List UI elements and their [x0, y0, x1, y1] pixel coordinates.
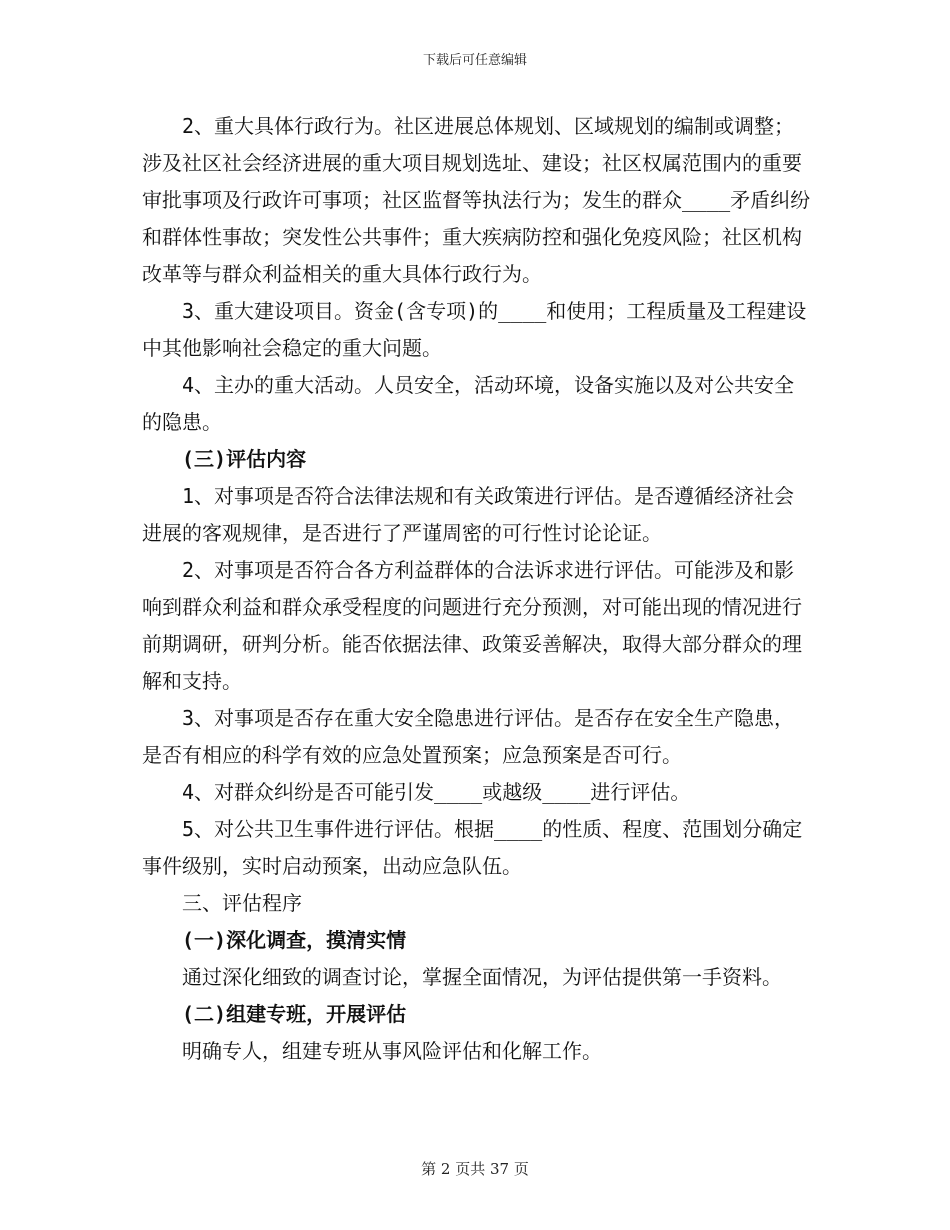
document-body: [142, 108, 812, 1070]
heading-procedure-step-2: (二)组建专班，开展评估: [182, 1002, 407, 1026]
page-footer: 第 2 页共 37 页: [421, 1160, 529, 1178]
paragraph-content-item-2: 2、对事项是否符合各方利益群体的合法诉求进行评估。可能涉及和影响到群众利益和群众承受程度的问题进行充分预测，对可能出现的情况进行前期调研，研判分析。能否依据法律、政策妥善解决，取得大部分群众的理解和支持。: [142, 558, 802, 693]
paragraph-major-admin-acts: 2、重大具体行政行为。社区进展总体规划、区域规划的编制或调整；涉及社区社会经济进展的重大项目规划选址、建设；社区权属范围内的重要审批事项及行政许可事项；社区监督等执法行为；发生的群众____矛盾纠纷和群体性事故；突发性公共事件；重大疾病防控和强化免疫风险；社区机构改革等与群众利益相关的重大具体行政行为。: [142, 114, 811, 286]
heading-assessment-procedure: 三、评估程序: [182, 891, 302, 915]
paragraph-content-item-4: 4、对群众纠纷是否可能引发____或越级____进行评估。: [182, 780, 691, 804]
heading-assessment-content: (三)评估内容: [182, 447, 307, 471]
page-header: 下载后可任意编辑: [422, 53, 527, 68]
paragraph-content-item-3: 3、对事项是否存在重大安全隐患进行评估。是否存在安全生产隐患，是否有相应的科学有效的应急处置预案；应急预案是否可行。: [142, 706, 795, 767]
paragraph-procedure-step-2: 明确专人，组建专班从事风险评估和化解工作。: [182, 1039, 602, 1063]
paragraph-content-item-5: 5、对公共卫生事件进行评估。根据____的性质、程度、范围划分确定事件级别，实时启动预案，出动应急队伍。: [142, 817, 803, 878]
paragraph-major-construction: 3、重大建设项目。资金(含专项)的____和使用；工程质量及工程建设中其他影响社会稳定的重大问题。: [142, 299, 807, 360]
heading-procedure-step-1: (一)深化调查，摸清实情: [182, 928, 407, 952]
paragraph-major-activities: 4、主办的重大活动。人员安全，活动环境，设备实施以及对公共安全的隐患。: [142, 373, 795, 434]
paragraph-procedure-step-1: 通过深化细致的调查讨论，掌握全面情况，为评估提供第一手资料。: [182, 965, 782, 989]
paragraph-content-item-1: 1、对事项是否符合法律法规和有关政策进行评估。是否遵循经济社会进展的客观规律，是否进行了严谨周密的可行性讨论论证。: [142, 484, 795, 545]
